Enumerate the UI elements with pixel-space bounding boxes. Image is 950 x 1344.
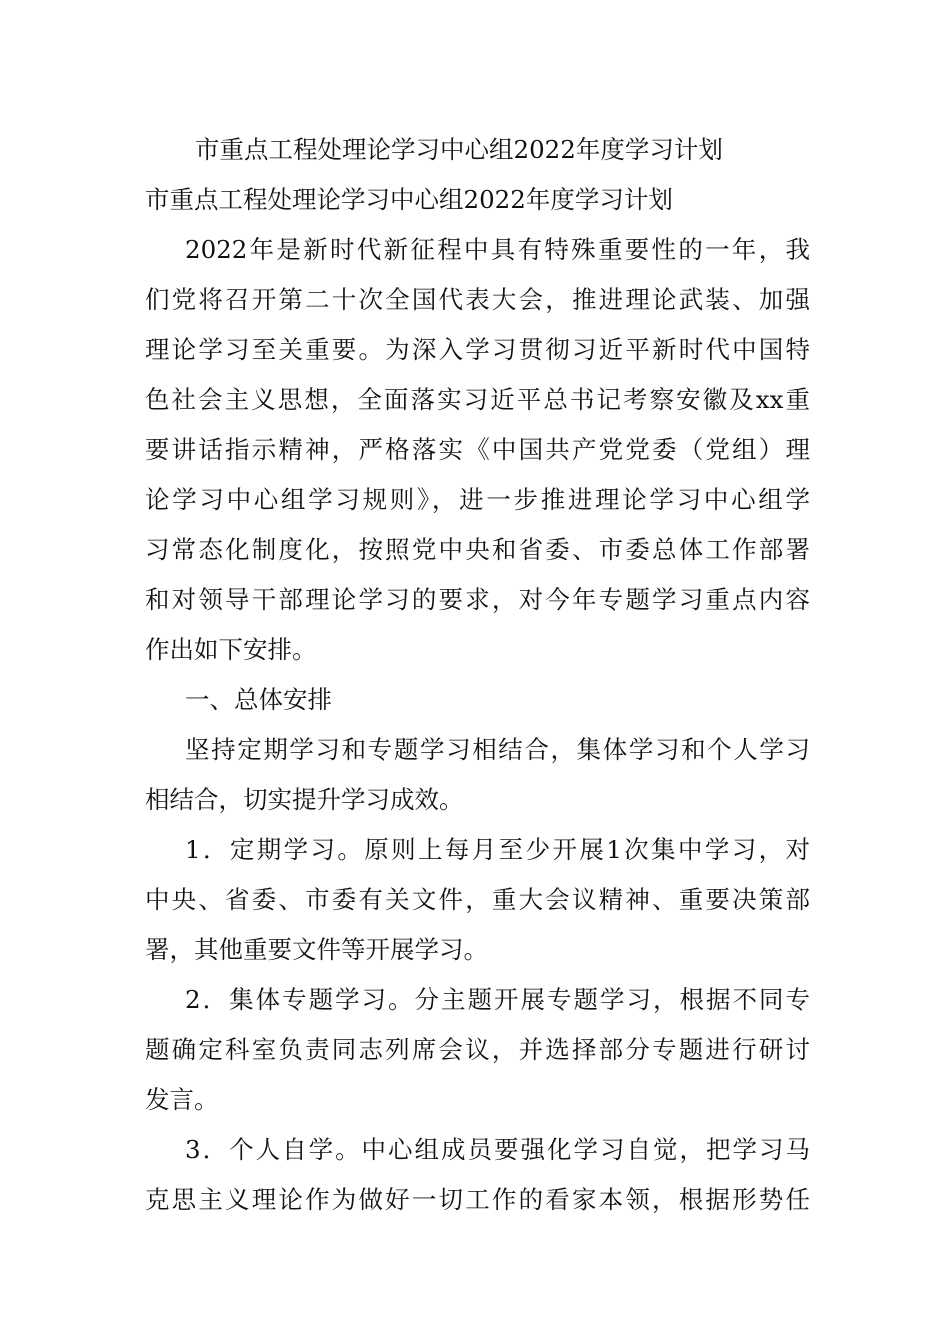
document-title: 市重点工程处理论学习中心组2022年度学习计划 [195, 135, 723, 164]
paragraph-line: 理论学习至关重要。为深入学习贯彻习近平新时代中国特 [145, 335, 810, 364]
paragraph-line: 3．个人自学。中心组成员要强化学习自觉，把学习马 [185, 1135, 810, 1164]
paragraph-line: 克思主义理论作为做好一切工作的看家本领，根据形势任 [145, 1185, 810, 1214]
paragraph-line: 相结合，切实提升学习成效。 [145, 785, 464, 814]
paragraph-line: 们党将召开第二十次全国代表大会，推进理论武装、加强 [145, 285, 810, 314]
paragraph-line: 坚持定期学习和专题学习相结合，集体学习和个人学习 [185, 735, 810, 764]
paragraph-line: 1．定期学习。原则上每月至少开展1次集中学习，对 [185, 835, 810, 864]
paragraph-line: 题确定科室负责同志列席会议，并选择部分专题进行研讨 [145, 1035, 810, 1064]
paragraph-line: 习常态化制度化，按照党中央和省委、市委总体工作部署 [145, 535, 810, 564]
paragraph-line: 中央、省委、市委有关文件，重大会议精神、重要决策部 [145, 885, 810, 914]
paragraph-line: 作出如下安排。 [145, 635, 317, 664]
paragraph-line: 2022年是新时代新征程中具有特殊重要性的一年，我 [185, 235, 810, 264]
paragraph-line: 色社会主义思想，全面落实习近平总书记考察安徽及xx重 [145, 385, 810, 414]
paragraph-line: 论学习中心组学习规则》，进一步推进理论学习中心组学 [145, 485, 810, 514]
section-heading: 一、总体安排 [185, 685, 332, 714]
paragraph-line: 2．集体专题学习。分主题开展专题学习，根据不同专 [185, 985, 810, 1014]
document-subtitle: 市重点工程处理论学习中心组2022年度学习计划 [145, 185, 673, 214]
paragraph-line: 署，其他重要文件等开展学习。 [145, 935, 488, 964]
paragraph-line: 发言。 [145, 1085, 219, 1114]
paragraph-line: 和对领导干部理论学习的要求，对今年专题学习重点内容 [145, 585, 810, 614]
paragraph-line: 要讲话指示精神，严格落实《中国共产党党委（党组）理 [145, 435, 810, 464]
